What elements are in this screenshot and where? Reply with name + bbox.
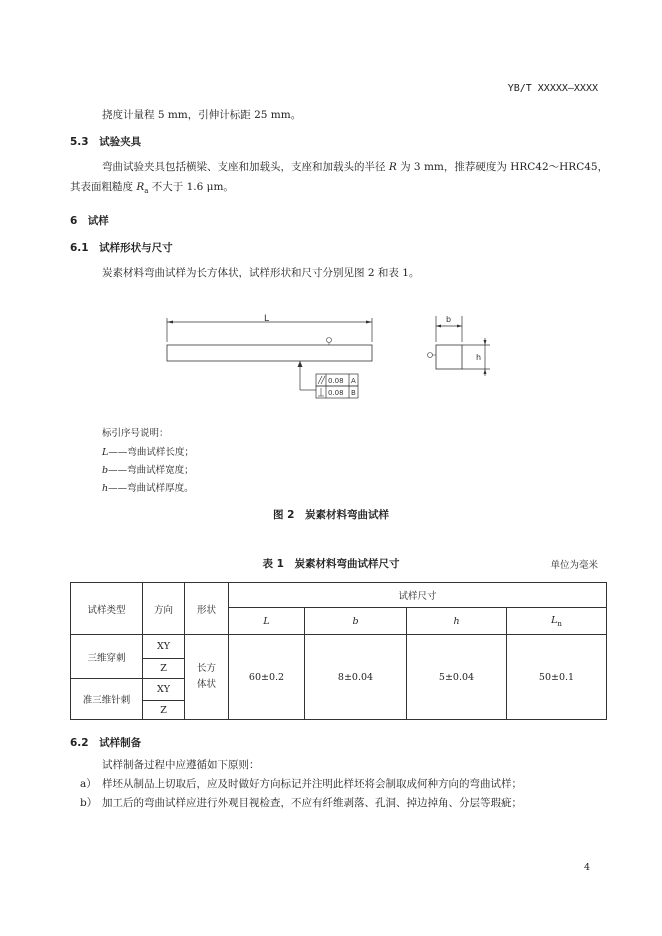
legend-title: 标引序号说明： — [102, 428, 169, 439]
section-6-2-intro: 试样制备过程中应遵循如下原则： — [102, 759, 260, 771]
value-Ln: 50±0.1 — [507, 635, 607, 720]
section-6-1-heading: 6.1 试样形状与尺寸 — [70, 242, 173, 254]
figure-caption: 图 2 炭素材料弯曲试样 — [273, 509, 389, 521]
section-5-3-heading: 5.3 试验夹具 — [70, 136, 142, 148]
perpendicular-tolerance: 0.08 — [328, 389, 344, 397]
header-direction: 方向 — [143, 583, 185, 635]
table-caption: 表 1 炭素材料弯曲试样尺寸 — [262, 558, 400, 570]
list-item-b: b） 加工后的弯曲试样应进行外观目视检查，不应有纤维剥落、孔洞、掉边掉角、分层等瑕疵； — [80, 797, 522, 809]
header-L: L — [229, 608, 305, 635]
datum-A: A — [351, 377, 356, 385]
parallel-tolerance: 0.08 — [328, 377, 344, 385]
header-shape: 形状 — [185, 583, 229, 635]
list-item-a: a） 样坯从制品上切取后，应及时做好方向标记并注明此样坯将会制取成何种方向的弯曲试样； — [80, 778, 522, 790]
row-direction: XY — [143, 679, 185, 701]
legend-item: b——弯曲试样宽度； — [102, 465, 194, 476]
specimen-side-view — [428, 315, 491, 376]
deflection-gauge-text: 挠度计量程 5 mm，引伸计标距 25 mm。 — [102, 109, 302, 121]
page-number: 4 — [583, 862, 590, 873]
header-type: 试样类型 — [71, 583, 143, 635]
legend-item: h——弯曲试样厚度。 — [102, 483, 194, 494]
datum-B: B — [351, 389, 356, 397]
value-h: 5±0.04 — [407, 635, 507, 720]
specimen-front-view — [167, 314, 372, 398]
fixture-paragraph-line1: 弯曲试验夹具包括横梁、支座和加载头，支座和加载头的半径 R 为 3 mm，推荐硬度为 HRC42～HRC45， — [102, 161, 609, 173]
legend-item: L——弯曲试样长度； — [102, 447, 194, 458]
specimen-drawing — [160, 310, 510, 410]
header-b: b — [305, 608, 407, 635]
value-L: 60±0.2 — [229, 635, 305, 720]
dim-b-label: b — [446, 315, 452, 324]
section-6-1-body: 炭素材料弯曲试样为长方体状，试样形状和尺寸分别见图 2 和表 1。 — [102, 267, 420, 279]
row-direction: Z — [143, 701, 185, 720]
row-type: 三维穿刺 — [71, 635, 143, 679]
section-6-2-heading: 6.2 试样制备 — [70, 737, 142, 749]
dim-h-label: h — [476, 353, 482, 362]
section-6-heading: 6 试样 — [70, 215, 109, 227]
shape-cell: 长方体状 — [185, 635, 229, 720]
specimen-size-table — [70, 582, 607, 720]
dim-L-label: L — [264, 314, 270, 324]
header-size: 试样尺寸 — [229, 583, 607, 608]
fixture-paragraph-line2: 其表面粗糙度 $R_a$ 不大于 1.6 μm。 — [70, 181, 234, 196]
header-Ln: $L_n$ — [507, 608, 607, 635]
table-unit: 单位为毫米 — [550, 560, 598, 571]
document-code: YB/T XXXXX—XXXX — [507, 83, 598, 94]
row-direction: Z — [143, 659, 185, 679]
row-type: 准三维针刺 — [71, 679, 143, 720]
value-b: 8±0.04 — [305, 635, 407, 720]
header-h: h — [407, 608, 507, 635]
row-direction: XY — [143, 635, 185, 659]
